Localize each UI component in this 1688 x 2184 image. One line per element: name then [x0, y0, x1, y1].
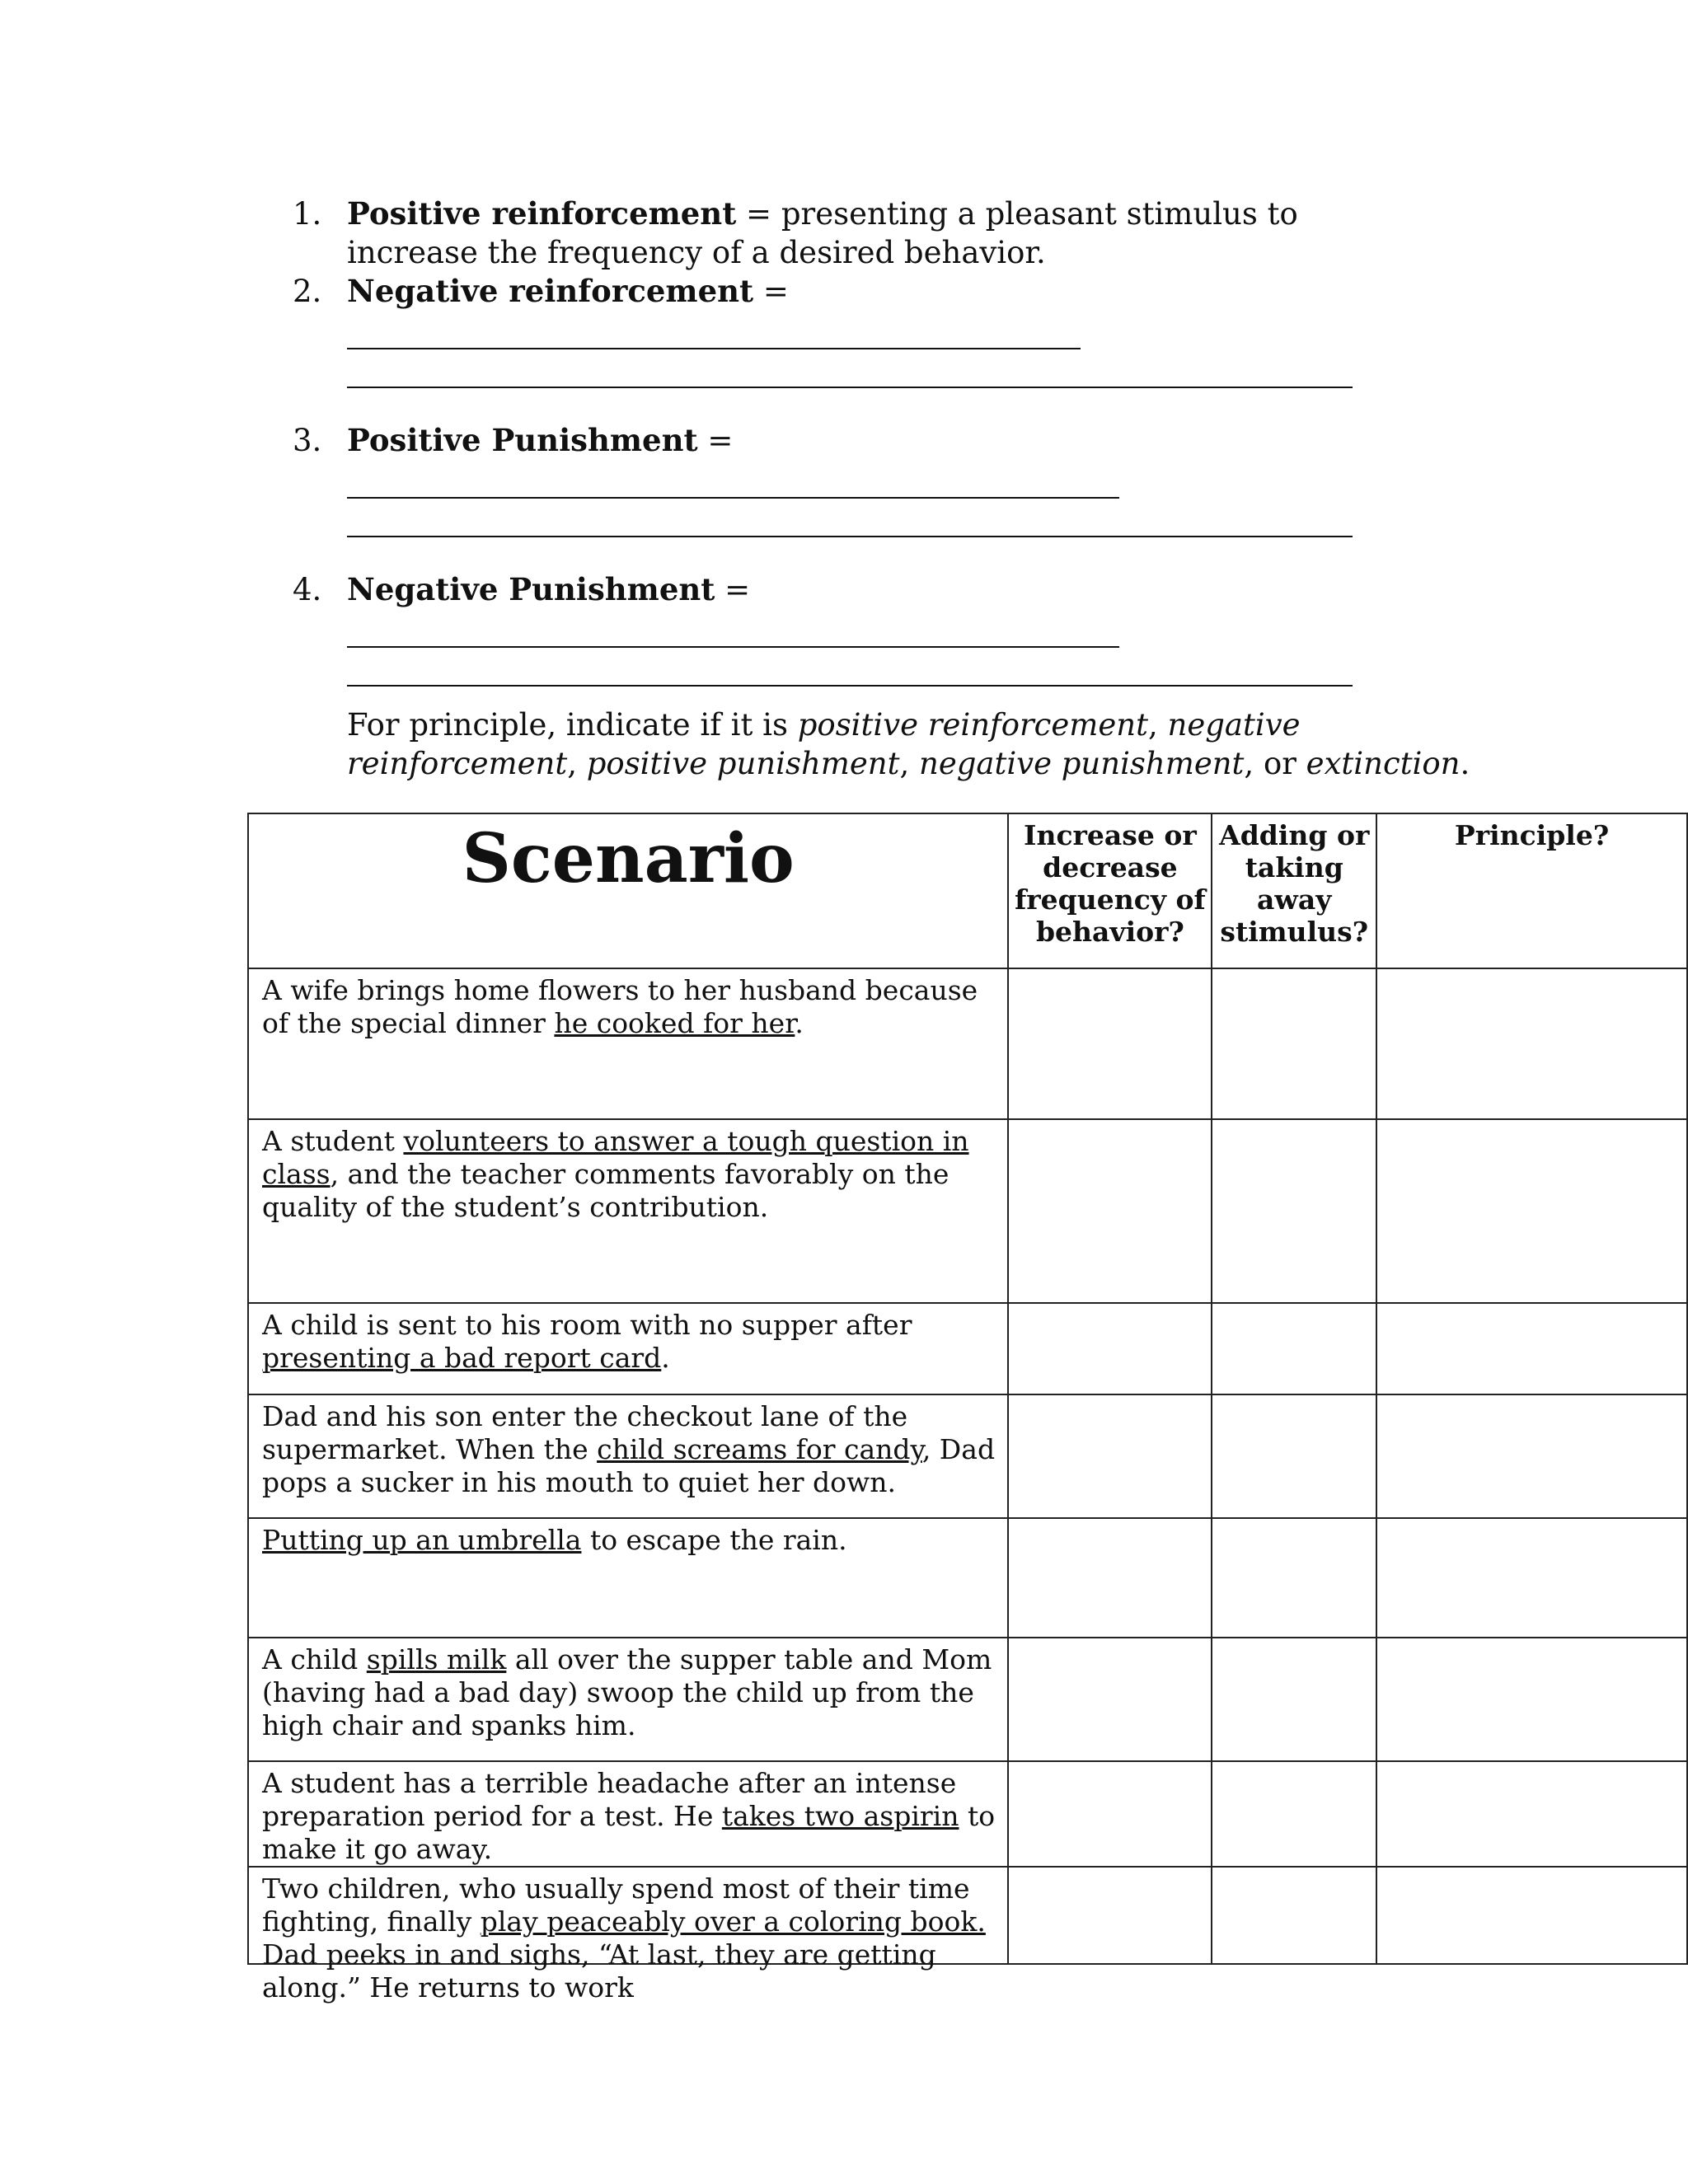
- scenario-behavior: spills milk: [366, 1643, 507, 1675]
- table-row: [248, 968, 1687, 1119]
- principle-term: negative reinforcement: [347, 707, 1301, 781]
- answer-cell-adding[interactable]: [1212, 1638, 1376, 1761]
- instructions-paragraph: [347, 705, 1484, 783]
- scenario-text: A student: [262, 1125, 404, 1157]
- instructions-text: For principle, indicate if it is: [347, 707, 798, 743]
- answer-cell-adding[interactable]: [1212, 1303, 1376, 1394]
- answer-cell-principle[interactable]: [1376, 1303, 1687, 1394]
- scenario-behavior: takes two aspirin: [721, 1800, 959, 1832]
- scenario-cell: [248, 1518, 1008, 1638]
- answer-blank-line[interactable]: [347, 311, 1081, 349]
- equals-sign: =: [697, 423, 734, 458]
- header-principle: Principle?: [1376, 813, 1687, 968]
- table-row: [248, 1303, 1687, 1394]
- answer-cell-principle[interactable]: [1376, 1394, 1687, 1518]
- principle-term: positive reinforcement: [797, 707, 1148, 743]
- answer-cell-adding[interactable]: [1212, 1518, 1376, 1638]
- scenario-text: , Dad pops a sucker in his mouth to quiet her down.: [262, 1433, 996, 1498]
- answer-cell-principle[interactable]: [1376, 968, 1687, 1119]
- scenario-cell: [248, 1638, 1008, 1761]
- answer-blank-line[interactable]: [347, 499, 1353, 537]
- answer-cell-adding[interactable]: [1212, 1761, 1376, 1867]
- scenario-cell: [248, 1761, 1008, 1867]
- scenario-text: A child: [262, 1643, 367, 1675]
- scenario-text: A child is sent to his room with no supper after: [262, 1309, 912, 1341]
- table-row: [248, 1119, 1687, 1303]
- scenario-text: .: [661, 1342, 670, 1374]
- answer-cell-principle[interactable]: [1376, 1867, 1687, 1964]
- definition-text: presenting a pleasant stimulus to increase the frequency of a desired behavior.: [347, 196, 1298, 270]
- answer-cell-principle[interactable]: [1376, 1638, 1687, 1761]
- scenario-text: to escape the rain.: [581, 1524, 847, 1556]
- scenario-text: Two children, who usually spend most of their time fighting, finally: [262, 1872, 970, 1938]
- header-increase-decrease: Increase or decrease frequency of behavior?: [1008, 813, 1212, 968]
- scenario-behavior: child screams for candy: [597, 1433, 922, 1465]
- scenario-text: A student has a terrible headache after an intense preparation period for a test. He: [262, 1767, 957, 1832]
- definitions-list: [284, 194, 1438, 687]
- item-number: 3.: [293, 423, 322, 458]
- answer-cell-increase[interactable]: [1008, 1394, 1212, 1518]
- scenario-text: Dad and his son enter the checkout lane of the supermarket. When the: [262, 1400, 908, 1465]
- equals-sign: =: [736, 196, 781, 232]
- answer-cell-adding[interactable]: [1212, 1119, 1376, 1303]
- scenario-text: all over the supper table and Mom (having had a bad day) swoop the child up from the high chair and spanks him.: [262, 1643, 992, 1741]
- table-row: [248, 1394, 1687, 1518]
- table-row: [248, 1518, 1687, 1638]
- item-number: 2.: [293, 274, 322, 309]
- table-row: [248, 1761, 1687, 1867]
- scenario-cell: [248, 1394, 1008, 1518]
- answer-blank-line[interactable]: [347, 349, 1353, 388]
- answer-blank-line[interactable]: [347, 609, 1119, 648]
- answer-cell-principle[interactable]: [1376, 1119, 1687, 1303]
- scenario-text: , and the teacher comments favorably on the quality of the student’s contribution.: [262, 1158, 950, 1223]
- answer-cell-increase[interactable]: [1008, 1518, 1212, 1638]
- separator: ,: [899, 746, 919, 781]
- answer-cell-adding[interactable]: [1212, 1394, 1376, 1518]
- answer-cell-increase[interactable]: [1008, 968, 1212, 1119]
- definition-item: [284, 421, 1438, 537]
- scenario-cell: [248, 968, 1008, 1119]
- definition-term: Positive reinforcement: [347, 195, 737, 232]
- definition-item: [284, 570, 1438, 687]
- definition-term: Negative Punishment: [347, 571, 715, 607]
- answer-cell-principle[interactable]: [1376, 1761, 1687, 1867]
- item-number: 1.: [293, 196, 322, 232]
- separator: ,: [567, 746, 587, 781]
- answer-cell-increase[interactable]: [1008, 1867, 1212, 1964]
- scenario-text: to make it go away.: [262, 1800, 996, 1865]
- definition-item: [284, 272, 1438, 388]
- scenario-cell: [248, 1119, 1008, 1303]
- answer-cell-increase[interactable]: [1008, 1638, 1212, 1761]
- answer-cell-principle[interactable]: [1376, 1518, 1687, 1638]
- item-number: 4.: [293, 572, 322, 607]
- scenario-cell: [248, 1867, 1008, 2004]
- separator: .: [1460, 746, 1470, 781]
- principle-term: positive punishment: [586, 746, 900, 781]
- equals-sign: =: [715, 572, 751, 607]
- scenario-text: .: [795, 1007, 804, 1039]
- scenario-behavior: volunteers to answer a tough question in class: [262, 1125, 969, 1190]
- scenario-behavior: play peaceably over a coloring book.: [480, 1905, 986, 1938]
- scenario-behavior: he cooked for her: [554, 1007, 795, 1039]
- answer-cell-adding[interactable]: [1212, 1867, 1376, 1964]
- scenario-behavior: presenting a bad report card: [262, 1342, 662, 1374]
- scenario-text: A wife brings home flowers to her husband because of the special dinner: [262, 974, 978, 1039]
- table-row: [248, 1638, 1687, 1761]
- table-header-row: [248, 813, 1687, 968]
- equals-sign: =: [753, 274, 789, 309]
- header-scenario: Scenario: [248, 813, 1008, 968]
- table-row: [248, 1867, 1687, 1964]
- separator: ,: [1147, 707, 1168, 743]
- separator: , or: [1244, 746, 1306, 781]
- scenario-clip: [262, 1872, 996, 2004]
- answer-blank-line[interactable]: [347, 648, 1353, 687]
- header-adding-taking-away: Adding or taking away stimulus?: [1212, 813, 1376, 968]
- scenario-cell: [248, 1303, 1008, 1394]
- answer-cell-adding[interactable]: [1212, 968, 1376, 1119]
- definition-item: [284, 194, 1438, 272]
- answer-cell-increase[interactable]: [1008, 1303, 1212, 1394]
- principle-term: extinction: [1306, 746, 1461, 781]
- answer-cell-increase[interactable]: [1008, 1761, 1212, 1867]
- scenario-behavior: Putting up an umbrella: [262, 1524, 582, 1556]
- answer-cell-increase[interactable]: [1008, 1119, 1212, 1303]
- answer-blank-line[interactable]: [347, 460, 1119, 499]
- definition-term: Negative reinforcement: [347, 273, 754, 309]
- scenario-table: [247, 813, 1688, 2004]
- scenario-text: Dad peeks in and sighs, “At last, they are getting along.” He returns to work: [262, 1938, 936, 2004]
- definition-term: Positive Punishment: [347, 422, 698, 458]
- principle-term: negative punishment: [919, 746, 1245, 781]
